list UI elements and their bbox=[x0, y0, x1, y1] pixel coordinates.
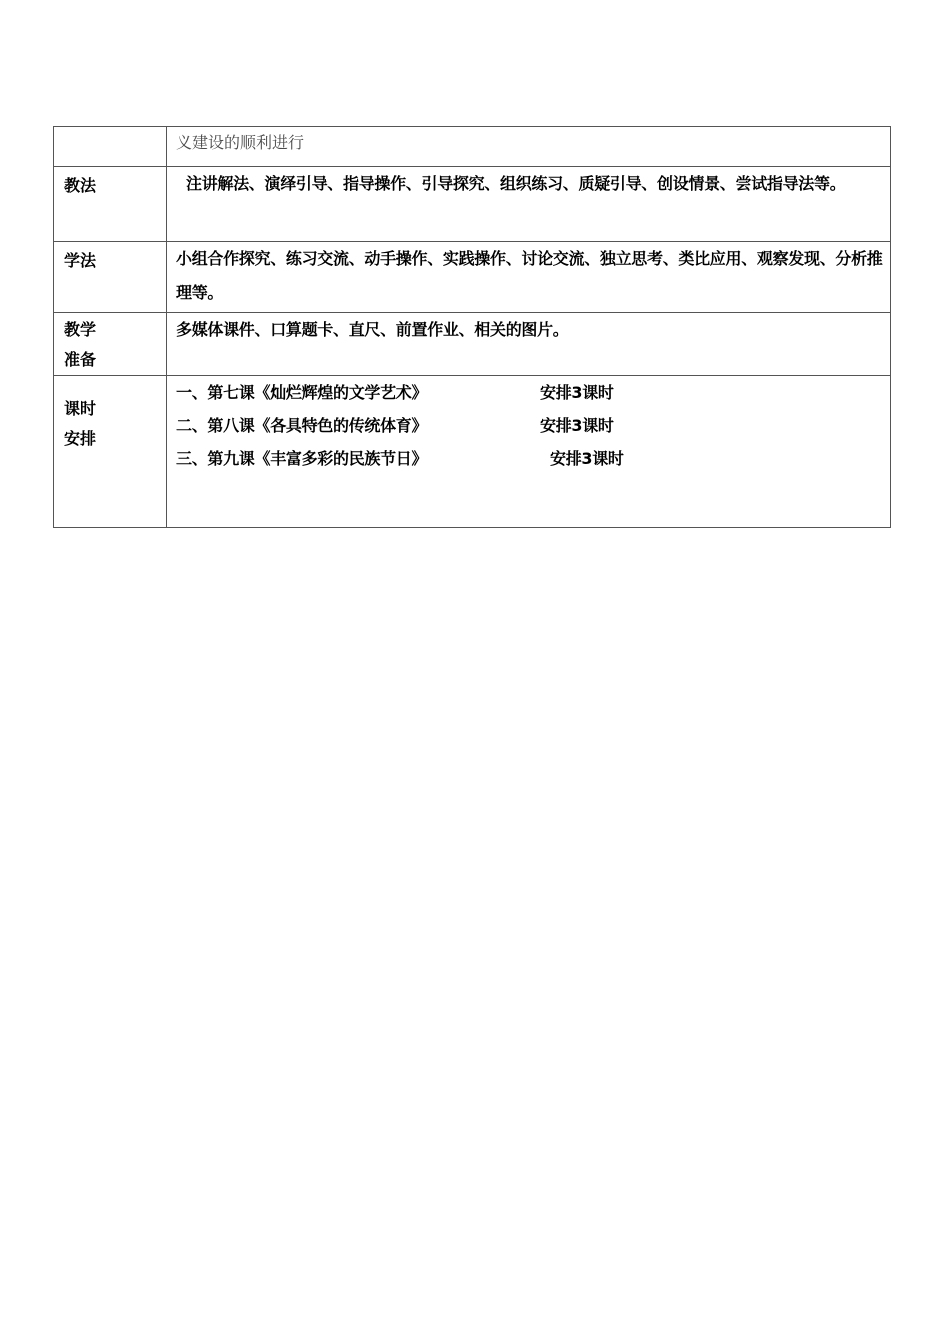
schedule-item-1 bbox=[176, 376, 884, 409]
preparation-label-line-2: 准备 bbox=[64, 350, 97, 369]
content-cell-schedule bbox=[167, 376, 891, 528]
content-cell-continuation bbox=[167, 127, 891, 167]
schedule-label-line-2: 安排 bbox=[64, 429, 97, 448]
schedule-label-line-1: 课时 bbox=[64, 399, 97, 418]
content-cell-teaching-method bbox=[167, 167, 891, 242]
preparation-text: 多媒体课件、口算题卡、直尺、前置作业、相关的图片。 bbox=[176, 320, 569, 339]
schedule-item-time: 安排3课时 bbox=[540, 383, 614, 402]
table-row-schedule bbox=[54, 376, 891, 528]
preparation-label-line-1: 教学 bbox=[64, 320, 97, 339]
learning-method-label: 学法 bbox=[64, 251, 97, 270]
table-row-learning-method bbox=[54, 242, 891, 313]
continuation-text: 义建设的顺利进行 bbox=[176, 133, 305, 152]
label-cell-teaching-method bbox=[54, 167, 167, 242]
teaching-method-text: 注讲解法、演绎引导、指导操作、引导探究、组织练习、质疑引导、创设情景、尝试指导法等。 bbox=[186, 174, 846, 193]
label-cell-learning-method bbox=[54, 242, 167, 313]
table-row-teaching-method bbox=[54, 167, 891, 242]
schedule-item-3 bbox=[176, 442, 884, 475]
content-cell-learning-method bbox=[167, 242, 891, 313]
content-cell-preparation bbox=[167, 313, 891, 376]
schedule-item-time: 安排3课时 bbox=[550, 449, 624, 468]
label-cell-preparation bbox=[54, 313, 167, 376]
table-row-continuation bbox=[54, 127, 891, 167]
schedule-item-2 bbox=[176, 409, 884, 442]
table-row-preparation bbox=[54, 313, 891, 376]
schedule-item-title: 一、第七课《灿烂辉煌的文学艺术》 bbox=[176, 383, 428, 402]
label-cell-empty bbox=[54, 127, 167, 167]
label-cell-schedule bbox=[54, 376, 167, 528]
teaching-method-label: 教法 bbox=[64, 176, 97, 195]
schedule-item-time: 安排3课时 bbox=[540, 416, 614, 435]
lesson-plan-table bbox=[53, 126, 891, 528]
learning-method-text: 小组合作探究、练习交流、动手操作、实践操作、讨论交流、独立思考、类比应用、观察发现、分析推理等。 bbox=[176, 249, 883, 302]
schedule-item-title: 二、第八课《各具特色的传统体育》 bbox=[176, 416, 428, 435]
schedule-item-title: 三、第九课《丰富多彩的民族节日》 bbox=[176, 449, 428, 468]
